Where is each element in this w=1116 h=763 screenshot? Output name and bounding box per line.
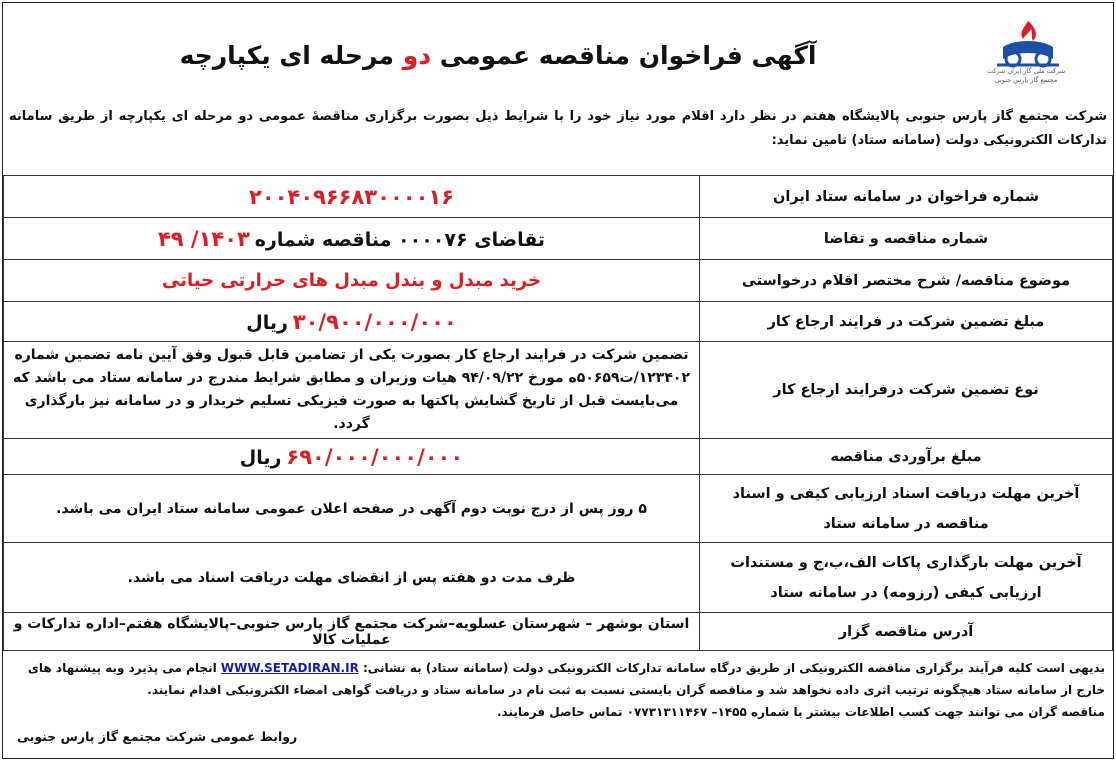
table-row [4, 342, 1113, 439]
header [3, 3, 1113, 93]
row-label: شماره مناقصه و تقاضا [700, 218, 1113, 260]
row-label: موضوع مناقصه/ شرح مختصر اقلام درخواستی [700, 260, 1113, 302]
logo-caption: شرکت ملی گاز ایران شرکت مجتمع گاز پارس جنوبی [986, 67, 1066, 84]
row-value [4, 218, 700, 260]
table-row [4, 302, 1113, 342]
footer-line1 [11, 657, 1105, 701]
tender-number: ۱۴۰۳/ ۴۹ [157, 226, 250, 251]
table-row [4, 613, 1113, 651]
intro-paragraph: شرکت مجتمع گاز پارس جنوبی پالایشگاه هفتم در نظر دارد اقلام مورد نیاز خود را با شرایط ذیل بصورت برگزاری مناقصۀ عمومی دو مرحله ای یکپارچه از طریق سامانه تدارکات الکترونیکی دولت (سامانه ستاد) تامین نماید: [9, 109, 1107, 148]
request-number: تقاضای ۰۰۰۰۷۶ مناقصه شماره [254, 228, 546, 251]
row-label: آخرین مهلت دریافت اسناد ارزیابی کیفی و اسناد مناقصه در سامانه ستاد [700, 475, 1113, 543]
title-highlight: دو [402, 41, 432, 70]
page-title [3, 41, 993, 70]
table-row [4, 218, 1113, 260]
setadiran-link[interactable]: WWW.SETADIRAN.IR [220, 661, 359, 675]
currency-label: ریال [246, 311, 288, 334]
table-row [4, 439, 1113, 475]
title-part2: مرحله ای یکپارچه [179, 41, 394, 70]
signature: روابط عمومی شرکت مجتمع گاز پارس جنوبی [17, 729, 298, 744]
row-value [4, 260, 700, 302]
row-label: مبلغ تضمین شرکت در فرایند ارجاع کار [700, 302, 1113, 342]
upload-deadline: ظرف مدت دو هفته پس از انقضای مهلت دریافت اسناد می باشد. [4, 543, 700, 613]
footer-text: انجام می پذیرد وبه پیشنهاد های خارج از سامانه ستاد هیچگونه ترتیب اثری داده نخواهد شد و مناقصه گران بایستی نسبت به ثبت نام در سامانه ستاد و دریافت گواهی امضاء الکترونیکی اقدام نمایند. [27, 661, 1105, 697]
guarantee-type-text: تضمین شرکت در فرایند ارجاع کار بصورت یکی از تضامین قابل قبول وفق آیین نامه تضمین شماره ۱۲۳۴۰۲/ت۵۰۶۵۹ه مورخ ۹۴/۰۹/۲۲ هیات وزیران و مطابق شرایط مندرج در سامانه ستاد می باشد که می‌بایست قبل از تاریخ گشایش پاکتها به صورت فیزیکی تسلیم خریدار و در سامانه نیز بارگذاری گردد. [4, 342, 700, 439]
tenderer-address: استان بوشهر – شهرستان عسلویه–شرکت مجتمع گاز پارس جنوبی–پالایشگاه هفتم–اداره تدارکات و عملیات کالا [4, 613, 700, 651]
table-row [4, 260, 1113, 302]
row-label: نوع تضمین شرکت درفرایند ارجاع کار [700, 342, 1113, 439]
footer-line2: مناقصه گران می توانند جهت کسب اطلاعات بیشتر با شماره ۱۴۵۵– ۰۷۷۳۱۳۱۱۴۶۷ تماس حاصل فرمایند. [496, 705, 1105, 719]
row-label: مبلغ برآوردی مناقصه [700, 439, 1113, 475]
footer-notes [3, 651, 1113, 723]
estimated-amount: ۶۹۰/۰۰۰/۰۰۰/۰۰۰ [286, 444, 464, 469]
currency-label: ریال [239, 446, 282, 469]
table-row [4, 176, 1113, 218]
footer-text: بدیهی است کلیه فرآیند برگزاری مناقصه الکترونیکی از طریق درگاه سامانه تدارکات الکترونیکی دولت (سامانه ستاد) به نشانی: [363, 661, 1105, 675]
row-label: آخرین مهلت بارگذاری پاکات الف،ب،ج و مستندات ارزیابی کیفی (رزومه) در سامانه ستاد [700, 543, 1113, 613]
row-value [4, 176, 700, 218]
row-label: شماره فراخوان در سامانه ستاد ایران [700, 176, 1113, 218]
row-value [4, 302, 700, 342]
document-deadline: ۵ روز پس از درج نوبت دوم آگهی در صفحه اعلان عمومی سامانه ستاد ایران می باشد. [4, 475, 700, 543]
table-row [4, 543, 1113, 613]
row-value [4, 439, 700, 475]
title-part1: آگهی فراخوان مناقصه عمومی [439, 41, 817, 70]
tender-details-table [3, 175, 1113, 651]
tender-notice [2, 2, 1114, 759]
invitation-number: ۲۰۰۴۰۹۶۶۸۳۰۰۰۰۱۶ [248, 184, 455, 209]
row-label: آدرس مناقصه گزار [700, 613, 1113, 651]
guarantee-amount: ۳۰/۹۰۰/۰۰۰/۰۰۰ [292, 309, 457, 334]
table-row [4, 475, 1113, 543]
tender-subject: خرید مبدل و بندل مبدل های حرارتی حیاتی [162, 270, 541, 291]
